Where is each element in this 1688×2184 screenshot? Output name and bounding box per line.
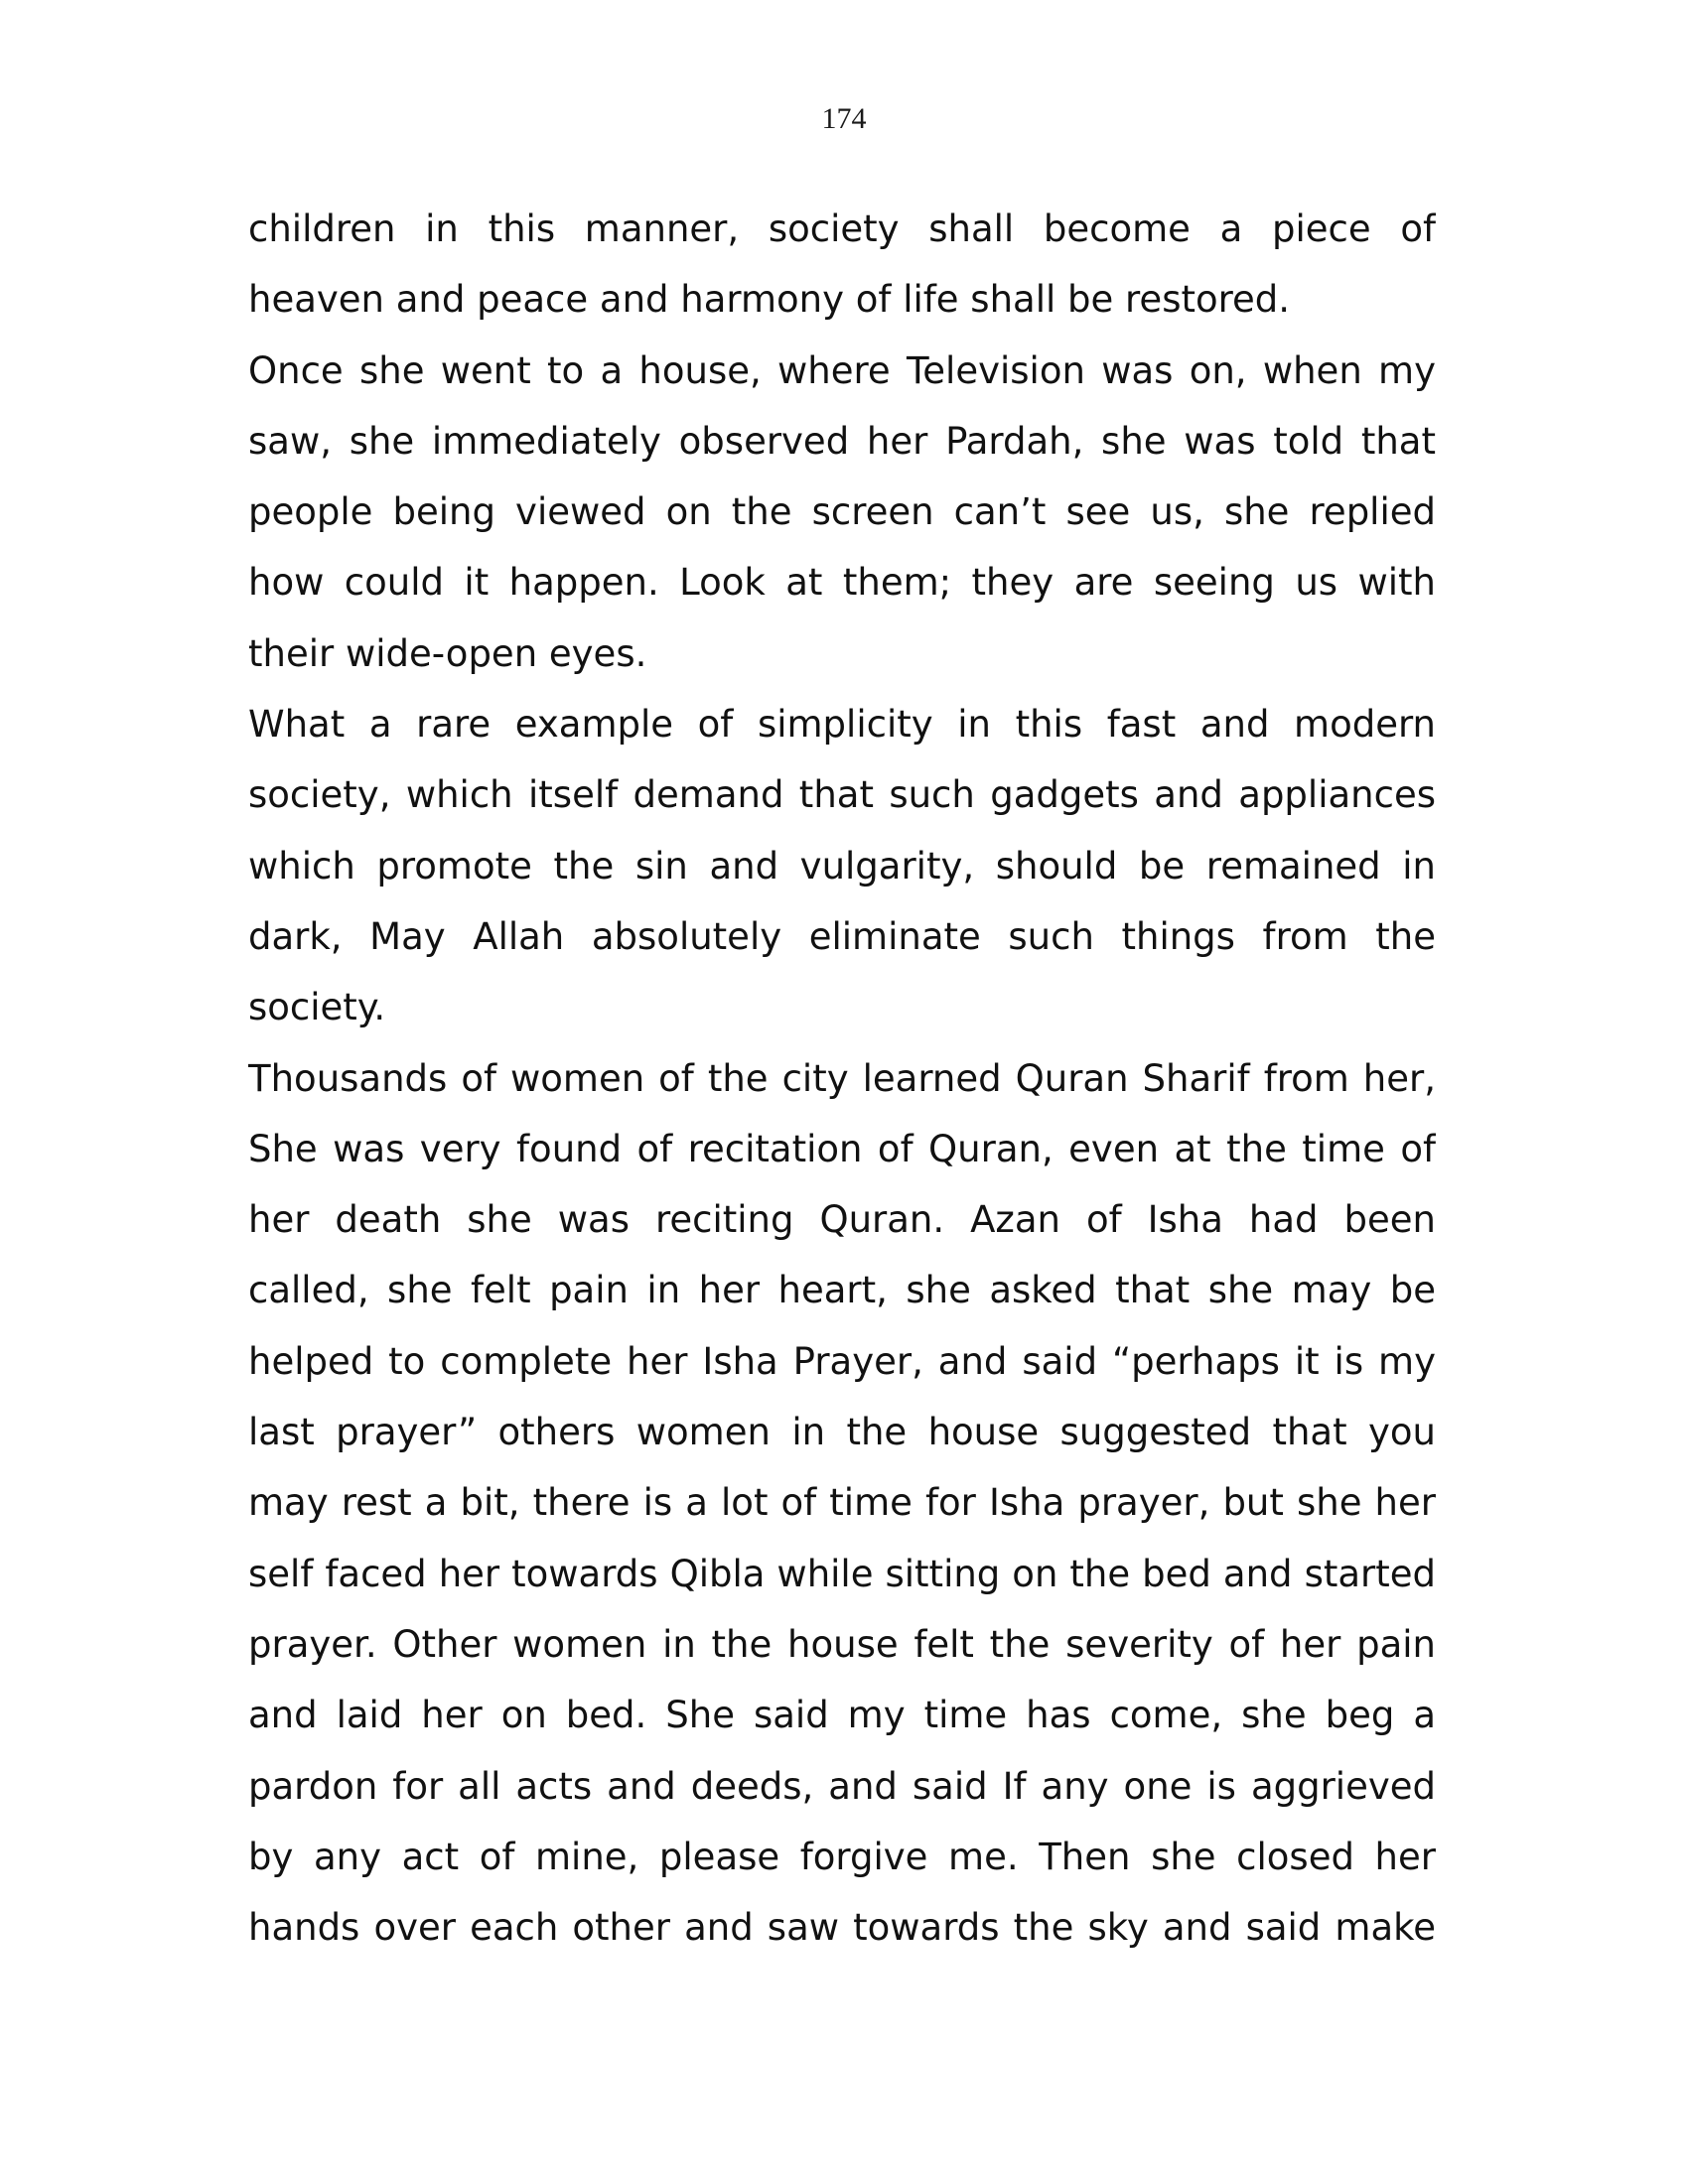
text-line: their wide-open eyes.: [248, 631, 647, 675]
text-line: and laid her on bed. She said my time has come, she beg a: [248, 1694, 1436, 1737]
text-line: prayer. Other women in the house felt the severity of her pain: [248, 1622, 1436, 1666]
text-line: how could it happen. Look at them; they are seeing us with: [248, 561, 1436, 605]
text-line: saw, she immediately observed her Pardah, she was told that: [248, 419, 1436, 463]
text-line: What a rare example of simplicity in this fast and modern: [248, 703, 1436, 747]
text-line: called, she felt pain in her heart, she asked that she may be: [248, 1269, 1436, 1312]
text-line: children in this manner, society shall become a piece of: [248, 207, 1436, 250]
text-line: may rest a bit, there is a lot of time for Isha prayer, but she her: [248, 1481, 1436, 1525]
text-line: heaven and peace and harmony of life shall be restored.: [248, 278, 1291, 322]
text-line: helped to complete her Isha Prayer, and said “perhaps it is my: [248, 1339, 1436, 1383]
text-line: dark, May Allah absolutely eliminate such things from the: [248, 914, 1436, 958]
text-line: hands over each other and saw towards the sky and said make: [248, 1906, 1436, 1950]
text-line: which promote the sin and vulgarity, should be remained in: [248, 844, 1436, 887]
text-line: society, which itself demand that such gadgets and appliances: [248, 773, 1436, 817]
text-line: last prayer” others women in the house suggested that you: [248, 1411, 1436, 1454]
text-line: self faced her towards Qibla while sitting on the bed and started: [248, 1552, 1436, 1595]
text-line: Once she went to a house, where Television was on, when my: [248, 348, 1436, 392]
text-line: people being viewed on the screen can’t see us, she replied: [248, 490, 1436, 534]
page-number: 174: [821, 102, 867, 135]
text-line: society.: [248, 986, 386, 1029]
text-line: her death she was reciting Quran. Azan of Isha had been: [248, 1198, 1436, 1242]
text-line: by any act of mine, please forgive me. Then she closed her: [248, 1835, 1436, 1878]
text-line: She was very found of recitation of Quran, even at the time of: [248, 1127, 1436, 1170]
text-line: pardon for all acts and deeds, and said If any one is aggrieved: [248, 1764, 1436, 1808]
body-text: [248, 194, 1436, 1963]
text-line: Thousands of women of the city learned Quran Sharif from her,: [248, 1056, 1436, 1100]
